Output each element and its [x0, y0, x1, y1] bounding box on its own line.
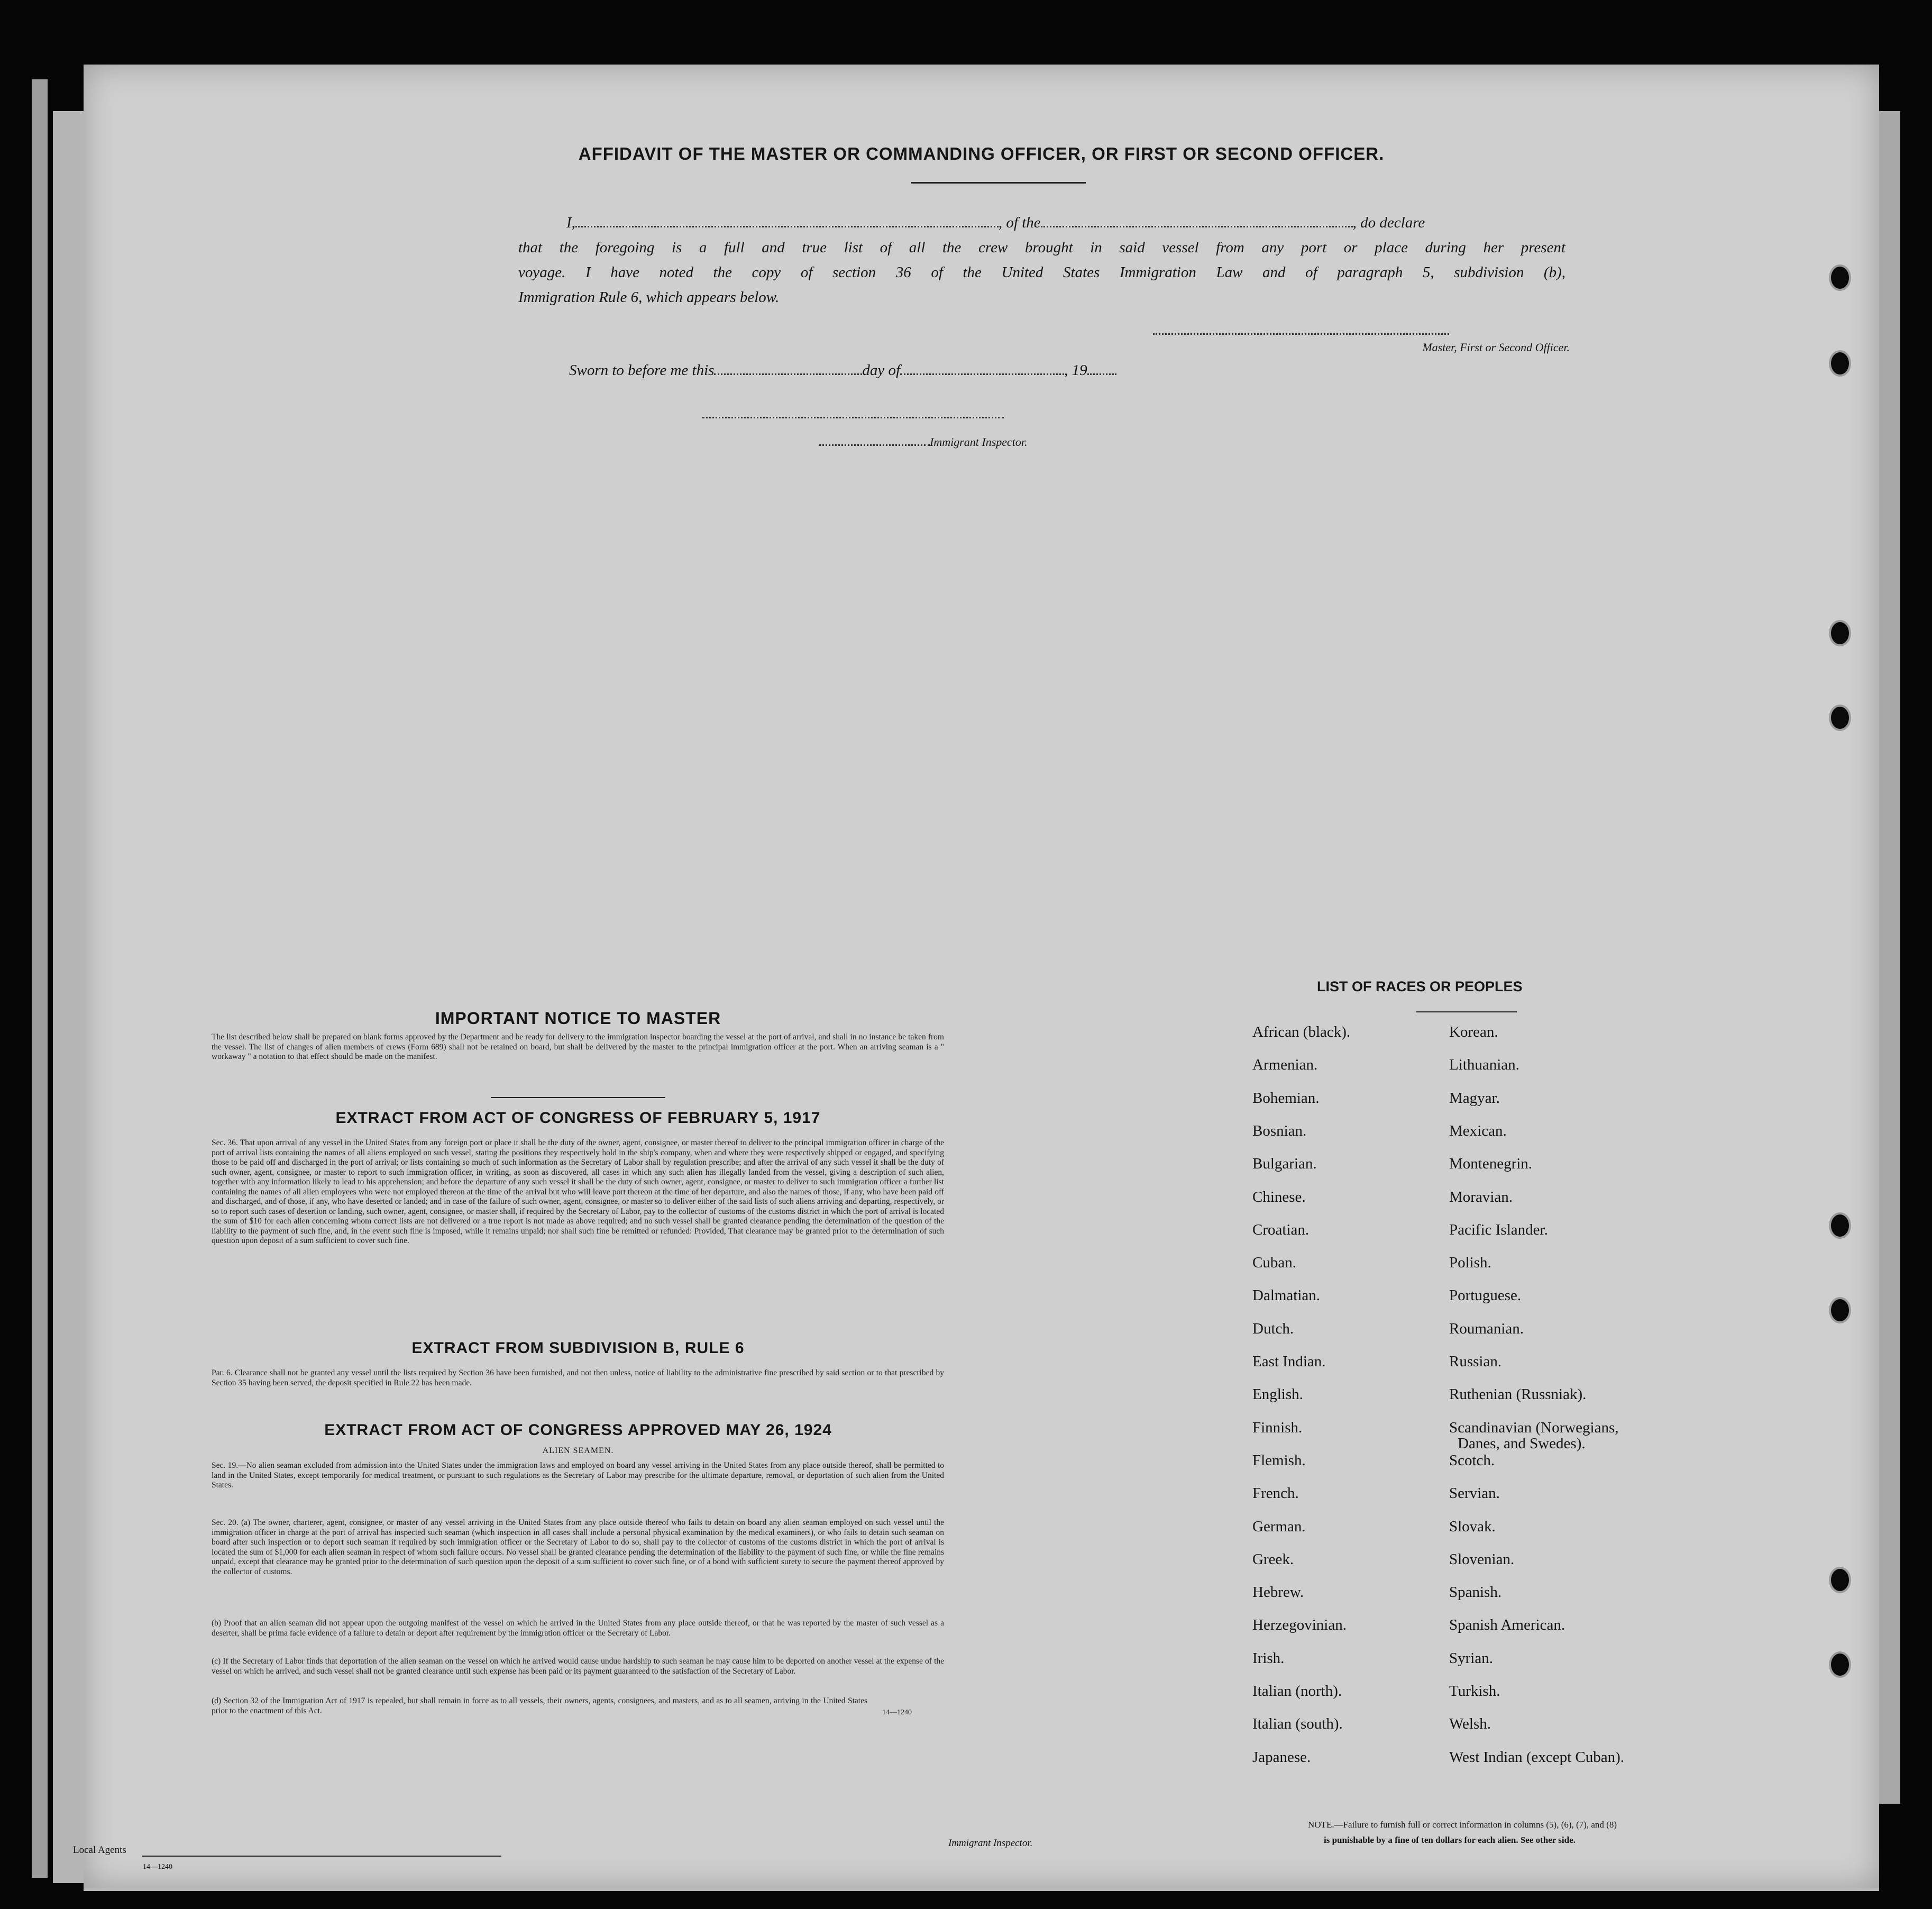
- sworn-month-blank: [900, 364, 1064, 375]
- race-item: German.: [1252, 1518, 1306, 1535]
- race-item: Slovak.: [1449, 1518, 1496, 1535]
- race-item: Japanese.: [1252, 1748, 1311, 1766]
- punch-hole: [1829, 1567, 1851, 1593]
- extract-form-number: 14—1240: [882, 1709, 912, 1716]
- extract-1924-title: EXTRACT FROM ACT OF CONGRESS APPROVED MAY 26, 1924: [324, 1421, 832, 1439]
- race-item: Dalmatian.: [1252, 1287, 1321, 1304]
- punch-hole: [1829, 1297, 1851, 1323]
- race-item: Chinese.: [1252, 1188, 1306, 1205]
- race-item: West Indian (except Cuban).: [1449, 1748, 1625, 1766]
- manifest-sheet: [73, 65, 1879, 1888]
- race-item: Ruthenian (Russniak).: [1449, 1386, 1587, 1403]
- punch-hole: [1829, 1212, 1851, 1239]
- title-divider: [911, 182, 1086, 184]
- footer-form-number: 14—1240: [143, 1863, 172, 1871]
- race-item: Italian (south).: [1252, 1715, 1343, 1733]
- affidavit-i-label: I,: [566, 214, 575, 231]
- races-title: LIST OF RACES OR PEOPLES: [1317, 979, 1523, 994]
- race-item: Portuguese.: [1449, 1287, 1522, 1304]
- race-item: Russian.: [1449, 1353, 1502, 1370]
- race-item: Welsh.: [1449, 1715, 1491, 1733]
- race-item: Dutch.: [1252, 1320, 1294, 1337]
- race-item: Herzegovinian.: [1252, 1616, 1347, 1634]
- extract-1917-title: EXTRACT FROM ACT OF CONGRESS OF FEBRUARY 5, 1917: [335, 1109, 821, 1127]
- races-divider: [1416, 1011, 1517, 1012]
- race-item: Greek.: [1252, 1550, 1294, 1568]
- local-agents-label: Local Agents: [73, 1844, 126, 1856]
- extract-rule6-body: Par. 6. Clearance shall not be granted any vessel until the lists required by Section 36 have been furnished, and not then unless, notice of liability to the administrative fine prescribed by said section or to that prescribed by Section 35 having been served, the deposit specified in Rule 22 has been made.: [212, 1368, 944, 1387]
- punch-hole: [1829, 705, 1851, 731]
- affidavit-line-1: [566, 214, 1571, 232]
- race-item: Slovenian.: [1449, 1550, 1515, 1568]
- race-item: Turkish.: [1449, 1683, 1500, 1700]
- race-item: Finnish.: [1252, 1419, 1303, 1436]
- inspector-line: [819, 435, 1028, 449]
- race-item: Armenian.: [1252, 1056, 1318, 1074]
- notice-title: IMPORTANT NOTICE TO MASTER: [435, 1009, 721, 1028]
- sworn-prefix: Sworn to before me this: [569, 362, 715, 379]
- underlying-page-edge-left-2: [53, 111, 84, 1883]
- sworn-day-label: day of: [862, 362, 901, 379]
- extract-1924-sec20c: (c) If the Secretary of Labor finds that deportation of the alien seaman on the vessel on which he arrived would cause undue hardship to such seaman he may cause him to be deported on another vessel at the expense of the vessel on which he arrived, and such vessel shall not be granted clearance until such expense has been paid or its payment guaranteed to the satisfaction of the Secretary of Labor.: [212, 1657, 944, 1676]
- extract-1924-sec19: Sec. 19.—No alien seaman excluded from admission into the United States under the immigration laws and employed on board any vessel arriving in the United States from any place outside thereof, shall be permitted to land in the United States, except temporarily for medical treatment, or pursuant to such regulations as the Secretary of Labor may prescribe for the ultimate departure, removal, or deportation of such alien from the United States.: [212, 1461, 944, 1490]
- race-item: Italian (north).: [1252, 1683, 1342, 1700]
- underlying-page-edge-left: [32, 79, 48, 1878]
- sworn-day-blank: [714, 364, 862, 375]
- extract-1924-sec20d: (d) Section 32 of the Immigration Act of 1917 is repealed, but shall remain in force as to all vessels, their owners, agents, consignees, and masters, and as to all seamen, arriving in the United States prior to the enactment of this Act.: [212, 1696, 867, 1715]
- race-item: Cuban.: [1252, 1254, 1296, 1272]
- race-item: English.: [1252, 1386, 1303, 1403]
- race-item: Bohemian.: [1252, 1089, 1320, 1107]
- extract-1924-sec20a: Sec. 20. (a) The owner, charterer, agent, consignee, or master of any vessel arriving in the United States from any place outside thereof who fails to detain on board any alien seaman employed on such vessel until the immigration officer in charge at the port of arrival has inspected such seaman (which inspection in all cases shall include a personal physical examination by the medical examiners), or who fails to detain such seaman on board after such inspection or to deport such seaman if required by such immigration officer or the Secretary of Labor to do so, shall pay to the collector of customs of the customs district in which the port of arrival is located the sum of $1,000 for each alien seaman in respect of whom such failure occurs. No vessel shall be granted clearance pending the determination of the liability to the payment of such fine, or while the fine remains unpaid, except that clearance may be granted prior to the determination of such question upon the deposit of a sum sufficient to cover such fine, or of a bond with sufficient surety to secure the payment thereof approved by the collector of customs.: [212, 1518, 944, 1576]
- affidavit-of-label: , of the: [998, 214, 1041, 231]
- notice-divider: [491, 1097, 665, 1098]
- affidavit-line-4: Immigration Rule 6, which appears below.: [518, 289, 780, 306]
- inspector-signature-blank: [702, 407, 1004, 418]
- signature-blank: [1153, 324, 1449, 335]
- race-item: Spanish.: [1449, 1584, 1502, 1601]
- race-item: Pacific Islander.: [1449, 1221, 1548, 1238]
- race-item: French.: [1252, 1485, 1299, 1502]
- footer-note-line-1: NOTE.—Failure to furnish full or correct information in columns (5), (6), (7), and (8): [1308, 1820, 1617, 1830]
- affidavit-line-3: voyage. I have noted the copy of section 36 of the United States Immigration Law and of paragraph 5, subdivision (b),: [518, 264, 1565, 281]
- race-item: Moravian.: [1449, 1188, 1513, 1205]
- race-item: Servian.: [1449, 1485, 1500, 1502]
- race-item: Irish.: [1252, 1649, 1285, 1667]
- sworn-line: [569, 362, 1116, 379]
- race-item: Polish.: [1449, 1254, 1491, 1272]
- notice-body: The list described below shall be prepared on blank forms approved by the Department and be ready for delivery to the immigration inspector boarding the vessel at the port of arrival, and shall in no instance be taken from the vessel. The list of changes of alien members of crews (Form 689) shall not be retained on board, but shall be delivered by the master to the principal immigration officer at the port. When an arriving seaman is a " workaway " a notation to that effect should be made on the manifest.: [212, 1033, 944, 1061]
- race-item: Hebrew.: [1252, 1584, 1304, 1601]
- sworn-year-label: , 19: [1064, 362, 1087, 379]
- race-item: Croatian.: [1252, 1221, 1310, 1238]
- race-item: Flemish.: [1252, 1451, 1306, 1469]
- race-item: Montenegrin.: [1449, 1155, 1533, 1173]
- extract-1917-body: Sec. 36. That upon arrival of any vessel in the United States from any foreign port or place it shall be the duty of the owner, agent, consignee, or master thereof to deliver to the principal immigration officer in charge of the port of arrival lists containing the names of all aliens employed on such vessel, stating the positions they respectively hold in the ship's company, when and where they were respectively shipped or engaged, and specifying those to be paid off and discharged in the port of arrival; or lists containing so much of such information as the Secretary of Labor shall by regulation prescribe; and after the arrival of any such vessel it shall be the duty of such owner, agent, consignee, or master to report to such immigration officer, in writing, as soon as discovered, all cases in which any such alien has illegally landed from the vessel, giving a description of such alien, together with any information likely to lead to his apprehension; and before the departure of any such vessel it shall be the duty of such owner, agent, consignee, or master to deliver to such immigration officer a further list containing the names of all alien employees who were not employed thereon at the time of the arrival but who will leave port thereon at the time of her departure, and also the names of those, if any, who have been paid off and discharged, and of those, if any, who have deserted or landed; and in case of the failure of such owner, agent, consignee, or master so to deliver either of the said lists of such aliens arriving and departing, respectively, or so to report such cases of desertion or landing, such owner, agent, consignee, or master shall, if required by the Secretary of Labor, pay to the collector of customs of the customs district in which the port of arrival is located the sum of $10 for each alien concerning whom correct lists are not delivered or a true report is not made as above required; and no such vessel shall be granted clearance pending the determination of the question of the liability to the payment of such fine, and, in the event such fine is imposed, while it remains unpaid; nor shall such fine be remitted or refunded: Provided, That clearance may be granted prior to the determination of such question upon deposit of a sum sufficient to cover such fine.: [212, 1138, 944, 1245]
- footer-note-line-2: is punishable by a fine of ten dollars for each alien. See other side.: [1324, 1835, 1576, 1845]
- inspector-caption: Immigrant Inspector.: [930, 435, 1028, 449]
- race-item: Bosnian.: [1252, 1122, 1307, 1139]
- punch-hole: [1829, 1651, 1851, 1678]
- extract-1924-sec20b: (b) Proof that an alien seaman did not appear upon the outgoing manifest of the vessel on which he arrived in the United States from any place outside thereof, or that he was reported by the master of such vessel as a deserter, shall be prima facie evidence of a failure to detain or deport after requirement by the immigration officer or the Secretary of Labor.: [212, 1619, 944, 1638]
- race-item: Spanish American.: [1449, 1616, 1565, 1634]
- race-item: African (black).: [1252, 1024, 1351, 1040]
- race-item: Magyar.: [1449, 1089, 1500, 1107]
- race-item: Korean.: [1449, 1024, 1498, 1040]
- race-item: Scotch.: [1449, 1451, 1495, 1469]
- footer-immigrant-inspector: Immigrant Inspector.: [948, 1838, 1033, 1849]
- affidavit-declare-label: , do declare: [1352, 214, 1425, 231]
- affidavit-line-2: that the foregoing is a full and true list of all the crew brought in said vessel from any port or place during her present: [518, 239, 1565, 256]
- name-blank: [575, 216, 999, 227]
- race-item: Roumanian.: [1449, 1320, 1524, 1337]
- punch-hole: [1829, 350, 1851, 377]
- race-item: Mexican.: [1449, 1122, 1507, 1139]
- sworn-year-blank: [1087, 364, 1116, 375]
- punch-hole: [1829, 264, 1851, 291]
- race-item: Scandinavian (Norwegians,: [1449, 1419, 1619, 1436]
- punch-hole: [1829, 620, 1851, 646]
- inspector-line-dots: [819, 435, 930, 446]
- vessel-blank: [1041, 216, 1353, 227]
- extract-rule6-title: EXTRACT FROM SUBDIVISION B, RULE 6: [411, 1339, 745, 1357]
- local-agents-line: [142, 1856, 501, 1857]
- race-item: Syrian.: [1449, 1649, 1493, 1667]
- race-item: Bulgarian.: [1252, 1155, 1317, 1173]
- race-item: East Indian.: [1252, 1353, 1326, 1370]
- signature-caption: Master, First or Second Officer.: [1422, 341, 1570, 354]
- affidavit-title: AFFIDAVIT OF THE MASTER OR COMMANDING OFFICER, OR FIRST OR SECOND OFFICER.: [578, 144, 1385, 163]
- underlying-page-edge-right: [1879, 111, 1900, 1804]
- extract-1924-subtitle: ALIEN SEAMEN.: [542, 1446, 614, 1455]
- race-item: Lithuanian.: [1449, 1056, 1519, 1074]
- race-item: Danes, and Swedes).: [1458, 1435, 1586, 1452]
